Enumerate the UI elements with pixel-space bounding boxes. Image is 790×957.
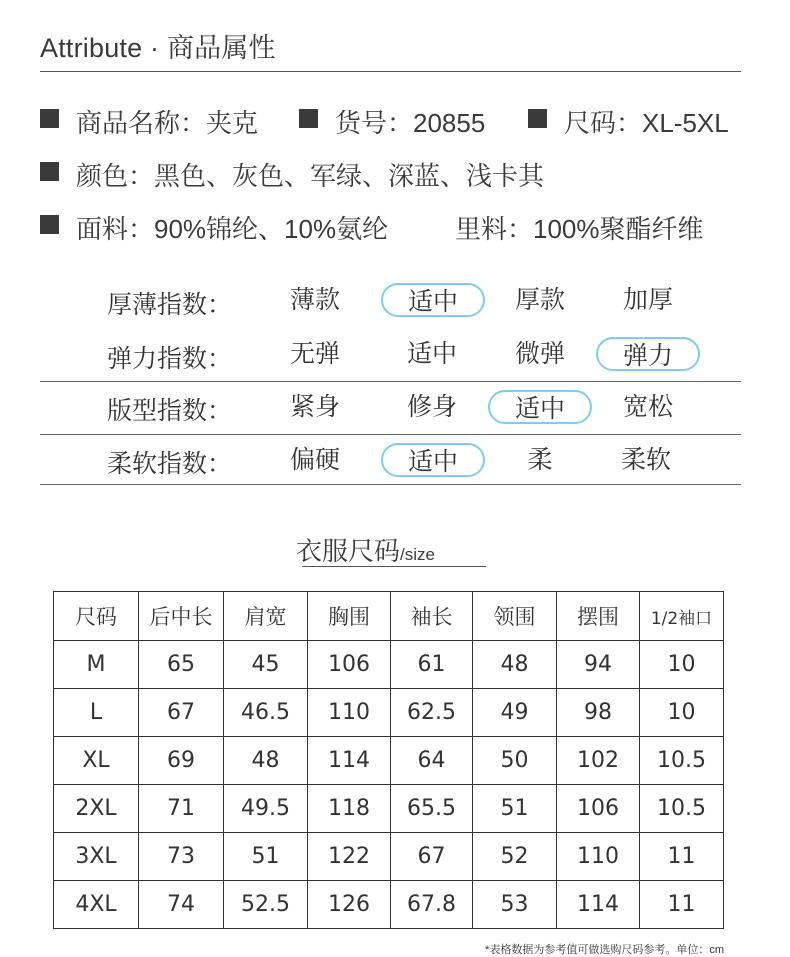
bullet-square-icon xyxy=(299,109,318,128)
product-colors: 颜色：黑色、灰色、军绿、深蓝、浅卡其 xyxy=(76,161,545,191)
index-option: 修身 xyxy=(406,393,457,421)
table-cell: 65.5 xyxy=(391,785,473,833)
product-code: 货号：20855 xyxy=(335,108,486,138)
index-option: 薄款 xyxy=(289,286,340,314)
table-cell: 106 xyxy=(308,641,391,689)
column-header: 袖长 xyxy=(391,592,473,641)
index-option: 适中 xyxy=(406,340,457,368)
index-option: 偏硬 xyxy=(289,446,340,474)
size-title-sub: /size xyxy=(400,545,435,564)
table-cell: 3XL xyxy=(54,833,139,881)
bullet-square-icon xyxy=(40,109,59,128)
index-option: 柔软 xyxy=(620,446,671,474)
index-option-selected: 适中 xyxy=(381,443,485,477)
table-cell: 45 xyxy=(224,641,308,689)
product-size-range: 尺码：XL-5XL xyxy=(564,108,729,138)
table-cell: 11 xyxy=(640,833,724,881)
table-cell: M xyxy=(54,641,139,689)
index-label-elasticity: 弹力指数： xyxy=(107,345,233,373)
table-cell: 10 xyxy=(640,689,724,737)
table-cell: 62.5 xyxy=(391,689,473,737)
table-cell: 110 xyxy=(557,833,640,881)
table-cell: 48 xyxy=(473,641,557,689)
table-cell: 10 xyxy=(640,641,724,689)
table-cell: 98 xyxy=(557,689,640,737)
table-cell: 61 xyxy=(391,641,473,689)
product-name: 商品名称：夹克 xyxy=(76,108,259,138)
column-header: 摆围 xyxy=(557,592,640,641)
product-lining: 里料：100%聚酯纤维 xyxy=(455,214,704,244)
table-row xyxy=(54,785,724,833)
size-title-underline xyxy=(302,566,486,567)
index-option: 柔 xyxy=(527,446,553,474)
index-option: 厚款 xyxy=(514,286,565,314)
table-cell: XL xyxy=(54,737,139,785)
table-cell: 51 xyxy=(224,833,308,881)
table-cell: 69 xyxy=(139,737,224,785)
index-label-softness: 柔软指数： xyxy=(107,450,233,478)
table-cell: 10.5 xyxy=(640,737,724,785)
table-row xyxy=(54,689,724,737)
table-cell: 106 xyxy=(557,785,640,833)
table-cell: 102 xyxy=(557,737,640,785)
table-cell: 4XL xyxy=(54,881,139,929)
table-cell: 11 xyxy=(640,881,724,929)
table-cell: 64 xyxy=(391,737,473,785)
table-cell: 94 xyxy=(557,641,640,689)
table-row xyxy=(54,881,724,929)
column-header: 胸围 xyxy=(308,592,391,641)
product-fabric: 面料：90%锦纶、10%氨纶 xyxy=(76,214,389,244)
index-option-selected: 适中 xyxy=(488,390,592,424)
table-cell: 126 xyxy=(308,881,391,929)
table-cell: 50 xyxy=(473,737,557,785)
column-header: 领围 xyxy=(473,592,557,641)
table-row xyxy=(54,737,724,785)
table-cell: 110 xyxy=(308,689,391,737)
index-option: 宽松 xyxy=(622,393,673,421)
table-cell: 52 xyxy=(473,833,557,881)
index-option: 无弹 xyxy=(289,340,340,368)
divider xyxy=(40,381,741,382)
table-cell: 73 xyxy=(139,833,224,881)
table-cell: 67 xyxy=(139,689,224,737)
table-cell: 67 xyxy=(391,833,473,881)
table-cell: 49 xyxy=(473,689,557,737)
index-label-fit: 版型指数： xyxy=(107,397,233,425)
table-cell: 114 xyxy=(557,881,640,929)
size-table xyxy=(53,591,724,929)
index-option-selected: 适中 xyxy=(381,283,485,317)
table-cell: 71 xyxy=(139,785,224,833)
divider xyxy=(40,484,741,485)
table-cell: 67.8 xyxy=(391,881,473,929)
index-option-selected: 弹力 xyxy=(596,337,700,371)
table-footnote: *表格数据为参考值可做选购尺码参考。单位：cm xyxy=(485,944,724,956)
table-cell: 46.5 xyxy=(224,689,308,737)
index-option: 紧身 xyxy=(289,393,340,421)
table-header-row xyxy=(54,592,724,641)
index-option: 加厚 xyxy=(622,286,673,314)
size-title-main: 衣服尺码 xyxy=(296,536,401,566)
index-option: 微弹 xyxy=(514,340,565,368)
size-section-title xyxy=(296,531,435,568)
column-header: 后中长 xyxy=(139,592,224,641)
table-cell: 114 xyxy=(308,737,391,785)
column-header: 1/2袖口 xyxy=(640,592,724,641)
table-row xyxy=(54,641,724,689)
divider xyxy=(40,434,741,435)
table-cell: 51 xyxy=(473,785,557,833)
table-cell: 10.5 xyxy=(640,785,724,833)
bullet-square-icon xyxy=(528,109,547,128)
table-cell: 49.5 xyxy=(224,785,308,833)
table-cell: 74 xyxy=(139,881,224,929)
table-cell: 48 xyxy=(224,737,308,785)
table-row xyxy=(54,833,724,881)
bullet-square-icon xyxy=(40,215,59,234)
table-cell: 122 xyxy=(308,833,391,881)
table-cell: 52.5 xyxy=(224,881,308,929)
table-cell: 65 xyxy=(139,641,224,689)
column-header: 肩宽 xyxy=(224,592,308,641)
index-label-thickness: 厚薄指数： xyxy=(107,291,233,319)
page-title: Attribute · 商品属性 xyxy=(40,33,276,63)
title-divider xyxy=(40,71,741,72)
table-cell: 118 xyxy=(308,785,391,833)
table-cell: 53 xyxy=(473,881,557,929)
table-cell: 2XL xyxy=(54,785,139,833)
table-cell: L xyxy=(54,689,139,737)
bullet-square-icon xyxy=(40,162,59,181)
column-header: 尺码 xyxy=(54,592,139,641)
